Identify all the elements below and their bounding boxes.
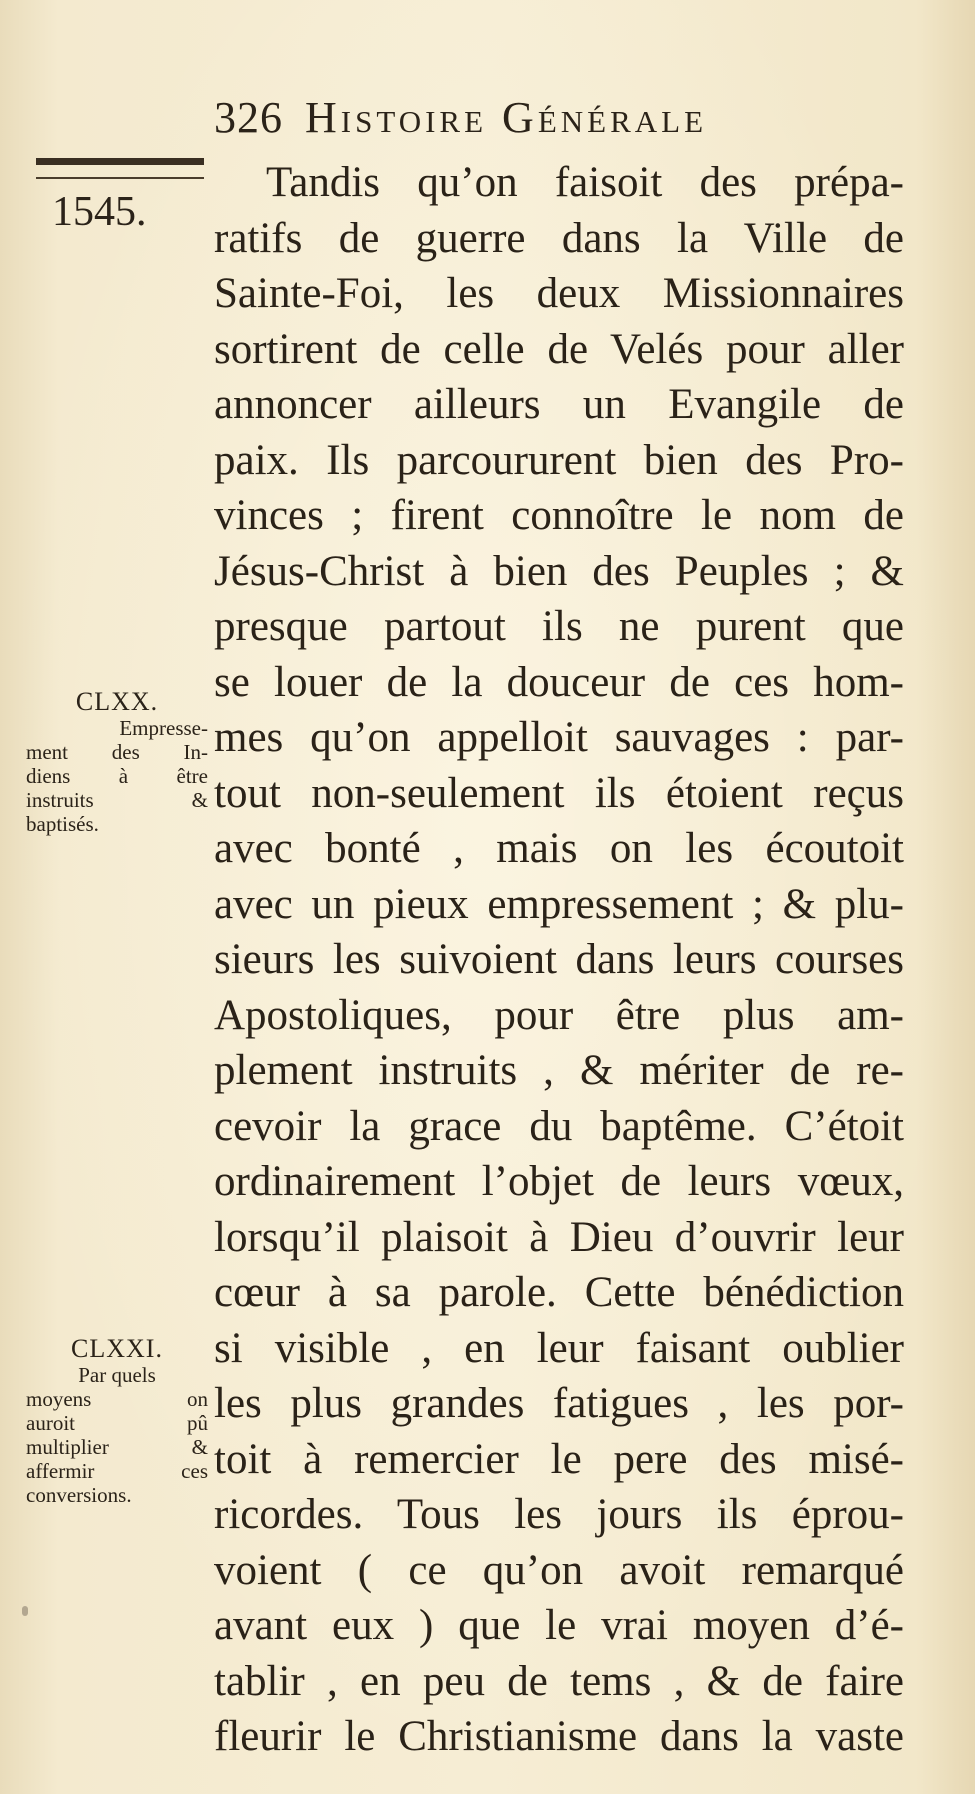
ornamental-rule — [36, 158, 204, 165]
text-line: voient ( ce qu’on avoit remarqué — [214, 1546, 904, 1594]
margin-note-line: diens à être — [26, 764, 208, 788]
text-line: sortirent de celle de Velés pour aller — [214, 325, 904, 373]
text-line: tablir , en peu de tems , & de faire — [214, 1657, 904, 1705]
text-line: cevoir la grace du baptême. C’étoit — [214, 1102, 904, 1150]
margin-note — [26, 688, 208, 836]
margin-note-number: CLXX. — [75, 687, 159, 716]
running-title: Histoire Générale — [305, 93, 708, 142]
text-line: tout non-seulement ils étoient reçus — [214, 769, 904, 817]
margin-note-line: ment des In- — [26, 740, 208, 764]
text-line: lorsqu’il plaisoit à Dieu d’ouvrir leur — [214, 1213, 904, 1261]
margin-note-number: CLXXI. — [71, 1334, 163, 1363]
margin-year: 1545. — [52, 189, 147, 235]
text-line: cœur à sa parole. Cette bénédiction — [214, 1269, 904, 1316]
margin-note-line: Empresse- — [119, 716, 208, 740]
text-line: se louer de la douceur de ces hom- — [214, 658, 904, 706]
ink-speck — [22, 1606, 28, 1616]
margin-note-line: affermir ces — [26, 1459, 208, 1483]
text-line: mes qu’on appelloit sauvages : par- — [214, 714, 904, 761]
text-line: annoncer ailleurs un Evangile de — [214, 381, 904, 428]
text-line: avec un pieux empressement ; & plu- — [214, 880, 904, 928]
text-line: vinces ; firent connoître le nom de — [214, 492, 904, 539]
text-line: Tandis qu’on faisoit des prépa- — [266, 159, 904, 206]
body-text — [214, 155, 904, 1765]
text-line: ratifs de guerre dans la Ville de — [214, 214, 904, 262]
text-line: Sainte-Foi, les deux Missionnaires — [214, 270, 904, 317]
page-number: 326 — [214, 93, 283, 142]
margin-note-line: Par quels — [78, 1363, 156, 1387]
margin-note-line: conversions. — [26, 1483, 132, 1507]
text-line: Apostoliques, pour être plus am- — [214, 991, 904, 1039]
text-line: paix. Ils parcoururent bien des Pro- — [214, 436, 904, 484]
text-line: plement instruits , & mériter de re- — [214, 1047, 904, 1094]
divider-rule — [36, 177, 204, 179]
text-line: sieurs les suivoient dans leurs courses — [214, 936, 904, 983]
margin-note — [26, 1335, 208, 1507]
margin-note-line: multiplier & — [26, 1435, 208, 1459]
margin-note-line: auroit pû — [26, 1411, 208, 1435]
text-line: les plus grandes fatigues , les por- — [214, 1380, 904, 1427]
text-line: avec bonté , mais on les écoutoit — [214, 825, 904, 872]
margin-note-line: instruits & — [26, 788, 208, 812]
text-line: fleurir le Christianisme dans la vaste — [214, 1713, 904, 1760]
text-line: si visible , en leur faisant oublier — [214, 1324, 904, 1372]
text-line: presque partout ils ne purent que — [214, 603, 904, 650]
margin-note-line: baptisés. — [26, 812, 99, 836]
text-line: Jésus-Christ à bien des Peuples ; & — [214, 547, 904, 595]
running-head — [214, 92, 874, 148]
text-line: ordinairement l’objet de leurs vœux, — [214, 1158, 904, 1205]
margin-note-line: moyens on — [26, 1387, 208, 1411]
text-line: toit à remercier le pere des misé- — [214, 1435, 904, 1483]
text-line: avant eux ) que le vrai moyen d’é- — [214, 1602, 904, 1649]
text-line: ricordes. Tous les jours ils éprou- — [214, 1491, 904, 1538]
